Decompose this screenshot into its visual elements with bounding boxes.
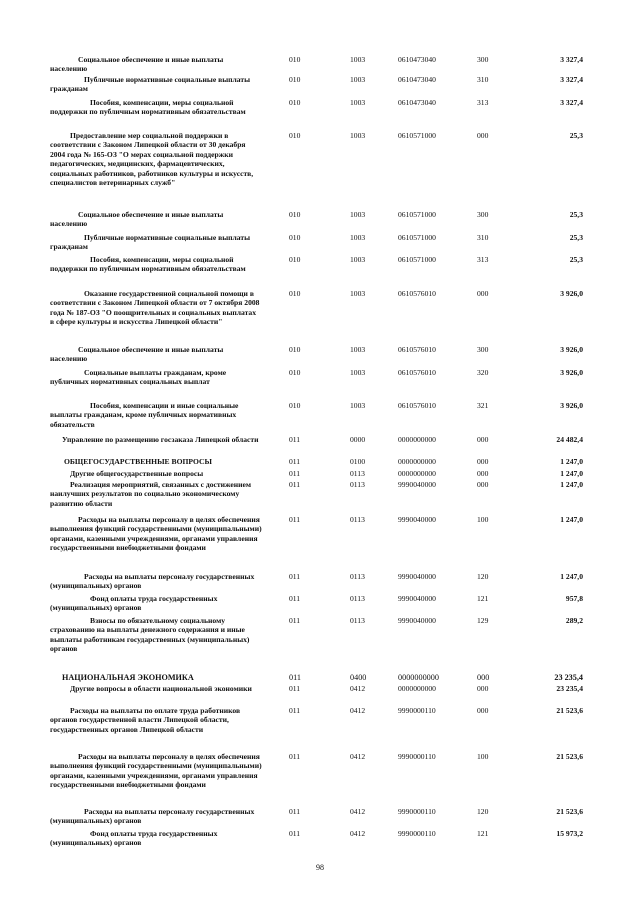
row-amount: 1 247,0 xyxy=(560,515,583,524)
row-amount: 1 247,0 xyxy=(560,480,583,489)
row-name: НАЦИОНАЛЬНАЯ ЭКОНОМИКА xyxy=(62,673,194,682)
row-code-4: 000 xyxy=(477,457,489,466)
row-name: Расходы на выплаты персоналу государственных (муниципальных) органов xyxy=(50,807,255,826)
row-name: Социальное обеспечение и иные выплаты населению xyxy=(50,345,224,364)
row-code-1: 010 xyxy=(289,255,301,264)
row-code-3: 9990000110 xyxy=(398,706,436,715)
row-code-2: 1003 xyxy=(350,98,366,107)
row-name: Расходы на выплаты персоналу в целях обеспечения выполнения функций государственными (муниципальными) органами, казенными учреждениями, органами управления государственными внебюджетными фондами xyxy=(50,515,262,553)
row-name: Оказание государственной социальной помощи в соответствии с Законом Липецкой области от 7 октября 2008 года № 187-ОЗ "О поощрительных и социальных выплатах в сфере культуры и искусства Липецкой области" xyxy=(50,289,260,327)
row-name: Фонд оплаты труда государственных (муниципальных) органов xyxy=(50,829,218,848)
row-amount: 1 247,0 xyxy=(560,457,583,466)
row-name: Публичные нормативные социальные выплаты гражданам xyxy=(50,75,251,94)
row-code-1: 010 xyxy=(289,401,301,410)
row-code-4: 000 xyxy=(477,131,489,140)
row-code-2: 0412 xyxy=(350,706,366,715)
row-code-1: 011 xyxy=(289,480,301,489)
row-name: Пособия, компенсации, меры социальной поддержки по публичным нормативным обязательствам xyxy=(50,98,246,117)
row-code-4: 121 xyxy=(477,829,489,838)
row-code-3: 0610473040 xyxy=(398,75,436,84)
row-code-2: 0113 xyxy=(350,616,365,625)
row-code-3: 9990040000 xyxy=(398,515,436,524)
row-code-3: 0000000000 xyxy=(398,673,439,682)
row-amount: 25,3 xyxy=(569,131,583,140)
row-amount: 957,8 xyxy=(565,594,583,603)
row-amount: 25,3 xyxy=(569,255,583,264)
row-code-2: 1003 xyxy=(350,55,366,64)
row-code-4: 120 xyxy=(477,572,489,581)
row-amount: 3 327,4 xyxy=(560,75,583,84)
row-name: Социальное обеспечение и иные выплаты населению xyxy=(50,210,224,229)
row-amount: 1 247,0 xyxy=(560,572,583,581)
row-code-3: 0000000000 xyxy=(398,457,436,466)
row-code-4: 000 xyxy=(477,673,490,682)
row-amount: 21 523,6 xyxy=(556,807,583,816)
row-code-4: 310 xyxy=(477,233,489,242)
row-code-1: 011 xyxy=(289,572,301,581)
row-code-1: 011 xyxy=(289,706,301,715)
row-amount: 289,2 xyxy=(565,616,583,625)
row-code-1: 011 xyxy=(289,469,301,478)
row-code-4: 320 xyxy=(477,368,489,377)
row-code-2: 1003 xyxy=(350,131,366,140)
row-code-3: 0610576010 xyxy=(398,345,436,354)
row-amount: 3 926,0 xyxy=(560,345,583,354)
row-code-3: 9990040000 xyxy=(398,616,436,625)
row-code-2: 0113 xyxy=(350,572,365,581)
row-code-1: 010 xyxy=(289,210,301,219)
row-amount: 25,3 xyxy=(569,210,583,219)
row-code-1: 011 xyxy=(289,673,301,682)
row-code-3: 9990000110 xyxy=(398,807,436,816)
row-name: Расходы на выплаты персоналу в целях обеспечения выполнения функций государственными (муниципальными) органами, казенными учреждениями, органами управления государственными внебюджетными фондами xyxy=(50,752,262,790)
row-code-2: 1003 xyxy=(350,401,366,410)
page-number: 98 xyxy=(316,863,324,872)
row-code-1: 010 xyxy=(289,75,301,84)
row-code-2: 1003 xyxy=(350,345,366,354)
row-amount: 3 926,0 xyxy=(560,401,583,410)
row-code-3: 0610571000 xyxy=(398,210,436,219)
row-code-1: 010 xyxy=(289,233,301,242)
row-amount: 3 926,0 xyxy=(560,368,583,377)
row-amount: 24 482,4 xyxy=(556,435,583,444)
row-code-3: 0000000000 xyxy=(398,469,436,478)
row-code-4: 321 xyxy=(477,401,489,410)
row-code-2: 0113 xyxy=(350,594,365,603)
row-code-4: 310 xyxy=(477,75,489,84)
row-code-1: 011 xyxy=(289,616,301,625)
row-code-3: 9990040000 xyxy=(398,480,436,489)
row-code-2: 0113 xyxy=(350,469,365,478)
row-code-2: 1003 xyxy=(350,289,366,298)
row-code-4: 313 xyxy=(477,255,489,264)
row-code-4: 313 xyxy=(477,98,489,107)
row-code-3: 0610571000 xyxy=(398,255,436,264)
row-name: Социальные выплаты гражданам, кроме публичных нормативных социальных выплат xyxy=(50,368,227,387)
row-code-2: 0113 xyxy=(350,515,365,524)
row-amount: 3 926,0 xyxy=(560,289,583,298)
row-code-4: 300 xyxy=(477,55,489,64)
row-code-2: 0412 xyxy=(350,829,366,838)
row-amount: 21 523,6 xyxy=(556,706,583,715)
row-code-3: 0610576010 xyxy=(398,401,436,410)
row-name: Реализация мероприятий, связанных с достижением наилучших результатов по социально экономическому развитию области xyxy=(50,480,252,508)
row-code-1: 011 xyxy=(289,594,301,603)
row-code-1: 010 xyxy=(289,55,301,64)
row-name: ОБЩЕГОСУДАРСТВЕННЫЕ ВОПРОСЫ xyxy=(64,457,212,466)
row-amount: 23 235,4 xyxy=(554,673,583,682)
row-code-4: 000 xyxy=(477,435,489,444)
row-code-4: 100 xyxy=(477,515,489,524)
row-code-1: 010 xyxy=(289,345,301,354)
row-code-2: 0400 xyxy=(350,673,367,682)
row-amount: 21 523,6 xyxy=(556,752,583,761)
row-amount: 3 327,4 xyxy=(560,55,583,64)
row-code-1: 011 xyxy=(289,515,301,524)
row-code-2: 0412 xyxy=(350,752,366,761)
row-code-2: 0412 xyxy=(350,807,366,816)
row-code-1: 011 xyxy=(289,684,301,693)
row-name: Расходы на выплаты по оплате труда работников органов государственной власти Липецкой области, государственных органов Липецкой области xyxy=(50,706,241,734)
row-code-2: 1003 xyxy=(350,368,366,377)
row-code-4: 000 xyxy=(477,706,489,715)
row-name: Пособия, компенсации, меры социальной поддержки по публичным нормативным обязательствам xyxy=(50,255,246,274)
row-code-3: 0610571000 xyxy=(398,131,436,140)
row-code-3: 0610576010 xyxy=(398,289,436,298)
row-code-4: 000 xyxy=(477,684,489,693)
row-code-2: 1003 xyxy=(350,233,366,242)
row-name: Другие общегосударственные вопросы xyxy=(70,469,204,478)
row-code-3: 0000000000 xyxy=(398,684,436,693)
row-name: Пособия, компенсации и иные социальные выплаты гражданам, кроме публичных нормативных обязательств xyxy=(50,401,239,429)
row-code-4: 000 xyxy=(477,480,489,489)
row-amount: 25,3 xyxy=(569,233,583,242)
row-code-3: 9990000110 xyxy=(398,829,436,838)
row-code-3: 9990000110 xyxy=(398,752,436,761)
row-name: Взносы по обязательному социальному страхованию на выплаты денежного содержания и иные выплаты работникам государственных (муниципальных) органов xyxy=(50,616,250,654)
row-code-4: 129 xyxy=(477,616,489,625)
row-code-1: 010 xyxy=(289,368,301,377)
row-code-4: 000 xyxy=(477,289,489,298)
row-code-3: 0610473040 xyxy=(398,98,436,107)
row-code-1: 011 xyxy=(289,435,301,444)
row-code-3: 9990040000 xyxy=(398,594,436,603)
row-name: Расходы на выплаты персоналу государственных (муниципальных) органов xyxy=(50,572,255,591)
row-code-2: 1003 xyxy=(350,75,366,84)
row-code-4: 100 xyxy=(477,752,489,761)
row-code-2: 1003 xyxy=(350,255,366,264)
row-code-4: 300 xyxy=(477,345,489,354)
row-name: Управление по размещению госзаказа Липецкой области xyxy=(62,435,259,444)
row-code-1: 011 xyxy=(289,829,301,838)
row-amount: 1 247,0 xyxy=(560,469,583,478)
row-code-1: 011 xyxy=(289,457,301,466)
row-name: Другие вопросы в области национальной экономики xyxy=(70,684,252,693)
row-code-2: 1003 xyxy=(350,210,366,219)
row-code-3: 0610576010 xyxy=(398,368,436,377)
row-code-2: 0100 xyxy=(350,457,366,466)
row-name: Фонд оплаты труда государственных (муниципальных) органов xyxy=(50,594,218,613)
row-code-3: 0000000000 xyxy=(398,435,436,444)
row-code-2: 0113 xyxy=(350,480,365,489)
row-name: Публичные нормативные социальные выплаты гражданам xyxy=(50,233,251,252)
row-code-3: 9990040000 xyxy=(398,572,436,581)
row-code-4: 121 xyxy=(477,594,489,603)
row-code-4: 300 xyxy=(477,210,489,219)
row-code-1: 011 xyxy=(289,807,301,816)
row-code-4: 000 xyxy=(477,469,489,478)
row-name: Предоставление мер социальной поддержки в соответствии с Законом Липецкой области от 30 декабря 2004 года № 165-ОЗ "О мерах социальной поддержки педагогических, медицинских, фармацевтических, социальных работников, работников культуры и искусств, специалистов ветеринарных служб" xyxy=(50,131,254,188)
row-code-1: 010 xyxy=(289,289,301,298)
row-amount: 23 235,4 xyxy=(556,684,583,693)
row-code-1: 011 xyxy=(289,752,301,761)
row-code-1: 010 xyxy=(289,98,301,107)
row-code-2: 0412 xyxy=(350,684,366,693)
row-code-1: 010 xyxy=(289,131,301,140)
row-name: Социальное обеспечение и иные выплаты населению xyxy=(50,55,224,74)
row-code-3: 0610473040 xyxy=(398,55,436,64)
row-amount: 3 327,4 xyxy=(560,98,583,107)
row-code-2: 0000 xyxy=(350,435,366,444)
row-amount: 15 973,2 xyxy=(556,829,583,838)
row-code-4: 120 xyxy=(477,807,489,816)
row-code-3: 0610571000 xyxy=(398,233,436,242)
